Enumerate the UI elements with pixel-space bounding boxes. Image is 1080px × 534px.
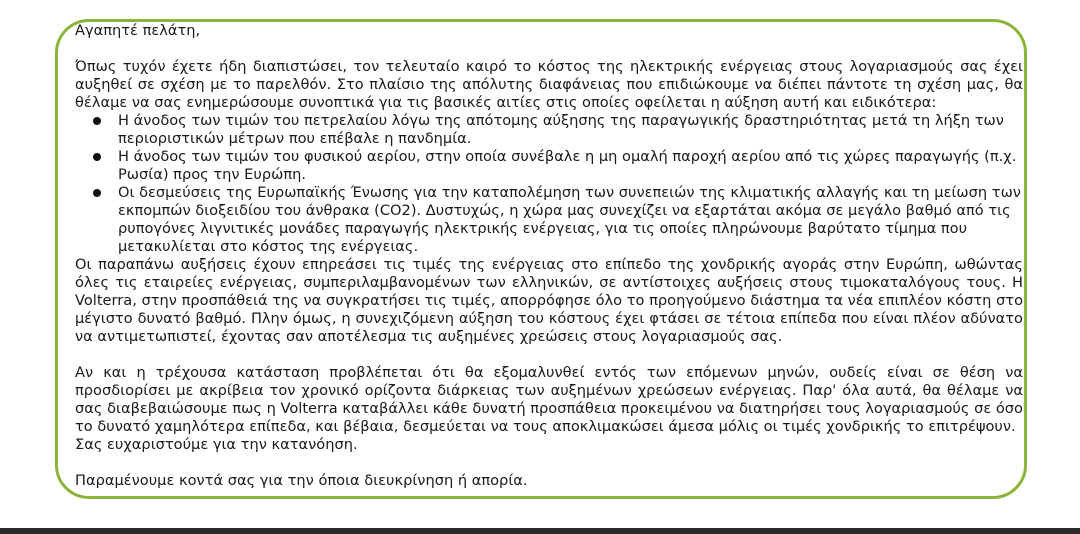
- letter-thanks: Σας ευχαριστούμε για την κατανόηση.: [75, 436, 358, 453]
- paragraph-spacer: [75, 346, 1023, 364]
- letter-closing: Παραμένουμε κοντά σας για την όποια διευκρίνηση ή απορία.: [75, 472, 528, 489]
- paragraph-spacer: [75, 454, 1023, 472]
- causes-list: [75, 112, 1023, 256]
- paragraph-spacer: [75, 40, 1023, 58]
- list-item: [75, 184, 1023, 256]
- list-item-text: Η άνοδος των τιμών του πετρελαίου λόγω της απότομης αύξησης της παραγωγικής δραστηριότητας μετά τη λήξη των περιοριστικών μέτρων που επέβαλε η πανδημία.: [118, 112, 1004, 147]
- list-item-text: Η άνοδος των τιμών του φυσικού αερίου, στην οποία συνέβαλε η μη ομαλή παροχή αερίου από τις χώρες παραγωγής (π.χ. Ρωσία) προς την Ευρώπη.: [118, 148, 1017, 183]
- bullet-icon: [93, 117, 101, 125]
- bullet-icon: [93, 189, 101, 197]
- letter-greeting: Αγαπητέ πελάτη,: [75, 22, 201, 39]
- list-item: [75, 112, 1023, 148]
- letter-intro: Όπως τυχόν έχετε ήδη διαπιστώσει, τον τελευταίο καιρό το κόστος της ηλεκτρικής ενέργειας στους λογαριασμούς σας έχει αυξηθεί σε σχέση με το παρελθόν. Στο πλαίσιο της απόλυτης διαφάνειας που επιδιώκουμε να διέπει πάντοτε τη σχέση μας, θα θέλαμε να σας ενημερώσουμε συνοπτικά για τις βασικές αιτίες στις οποίες οφείλεται η αύξηση αυτή και ειδικότερα:: [75, 58, 1023, 111]
- list-item: [75, 148, 1023, 184]
- list-item-text: Οι δεσμεύσεις της Ευρωπαϊκής Ένωσης για την καταπολέμηση των συνεπειών της κλιματικής αλλαγής και τη μείωση των εκπομπών διοξειδίου του άνθρακα (CO2). Δυστυχώς, η χώρα μας συνεχίζει να εξαρτάται ακόμα σε μεγάλο βαθμό από τις ρυπογόνες λιγνιτικές μονάδες παραγωγής ηλεκτρικής ενέργειας, για τις οποίες πληρώνουμε βαρύτατο τίμημα που μετακυλίεται στο κόστος της ενέργειας.: [118, 184, 1021, 255]
- bottom-bar: [0, 528, 1080, 534]
- letter-body: [75, 22, 1023, 490]
- bullet-icon: [93, 153, 101, 161]
- letter-paragraph-2: Οι παραπάνω αυξήσεις έχουν επηρεάσει τις τιμές της ενέργειας στο επίπεδο της χονδρικής αγοράς στην Ευρώπη, ωθώντας όλες τις εταιρείες ενέργειας, συμπεριλαμβανομένων των ελληνικών, σε αντίστοιχες αυξήσεις στους τιμοκαταλόγους τους. Η Volterra, στην προσπάθειά της να συγκρατήσει τις τιμές, απορρόφησε όλο το προηγούμενο διάστημα τα νέα επιπλέον κόστη στο μέγιστο δυνατό βαθμό. Πλην όμως, η συνεχιζόμενη αύξηση του κόστους έχει φτάσει σε τέτοια επίπεδα που είναι πλέον αδύνατο να αντιμετωπιστεί, έχοντας σαν αποτέλεσμα τις αυξημένες χρεώσεις στους λογαριασμούς σας.: [75, 256, 1023, 345]
- letter-paragraph-3: Αν και η τρέχουσα κατάσταση προβλέπεται ότι θα εξομαλυνθεί εντός των επόμενων μηνών, ουδείς είναι σε θέση να προσδιορίσει με ακρίβεια τον χρονικό ορίζοντα διάρκειας των αυξημένων χρεώσεων ενέργειας. Παρ' όλα αυτά, θα θέλαμε να σας διαβεβαιώσουμε πως η Volterra καταβάλλει κάθε δυνατή προσπάθεια προκειμένου να διατηρήσει τους λογαριασμούς σε όσο το δυνατό χαμηλότερα επίπεδα, και βέβαια, δεσμεύεται να τους αποκλιμακώσει άμεσα μόλις οι τιμές χονδρικής το επιτρέψουν.: [75, 364, 1023, 435]
